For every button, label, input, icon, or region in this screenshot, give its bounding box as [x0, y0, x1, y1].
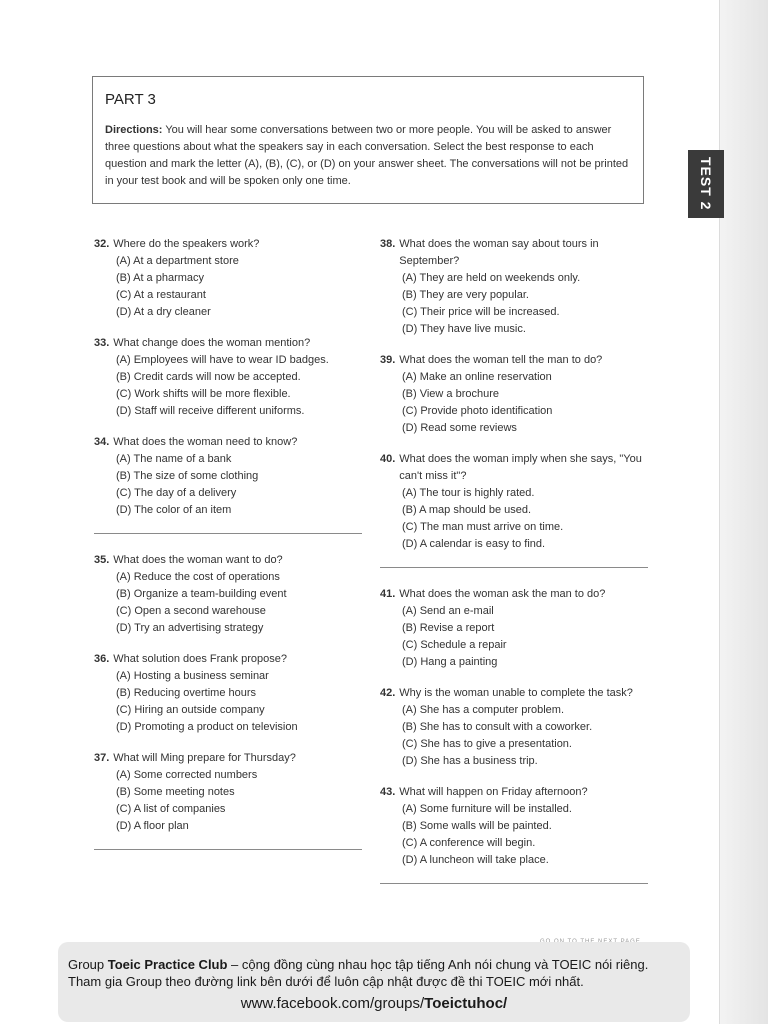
answer-option[interactable]: (D) A calendar is easy to find. [402, 538, 546, 550]
section-divider [380, 567, 648, 568]
question-number: 35. [94, 554, 110, 566]
question-text: What does the woman imply when she says, "You can't miss it"? [399, 453, 642, 482]
question-stem [94, 552, 369, 569]
answer-option[interactable]: (B) At a pharmacy [116, 272, 205, 284]
section-divider [380, 883, 648, 884]
question-32 [94, 236, 369, 321]
directions-box [92, 76, 644, 204]
answer-option[interactable]: (C) She has to give a presentation. [402, 738, 572, 750]
answer-option[interactable]: (A) The name of a bank [116, 453, 232, 465]
question-number: 38. [380, 238, 396, 250]
answer-option[interactable]: (B) They are very popular. [402, 289, 529, 301]
answer-option[interactable]: (D) She has a business trip. [402, 755, 538, 767]
question-number: 36. [94, 653, 110, 665]
answer-option[interactable]: (C) The day of a delivery [116, 487, 237, 499]
question-41 [380, 586, 655, 671]
question-stem [94, 750, 369, 767]
answer-option[interactable]: (D) A luncheon will take place. [402, 854, 549, 866]
question-number: 37. [94, 752, 110, 764]
question-40 [380, 451, 655, 553]
question-text: What does the woman need to know? [113, 436, 298, 448]
footer-url[interactable] [68, 995, 680, 1012]
answer-option[interactable]: (A) They are held on weekends only. [402, 272, 581, 284]
section-divider [94, 533, 362, 534]
answer-option[interactable]: (A) Hosting a business seminar [116, 670, 269, 682]
directions-body: You will hear some conversations between two or more people. You will be asked to answer three questions about what the speakers say in each conversation. Select the best response to each question and mark the letter (A), (B), (C), or (D) on your answer sheet. The conversations will not be printed in your test book and will be spoken only one time. [105, 124, 629, 187]
question-stem [380, 586, 655, 603]
answer-option[interactable]: (B) Revise a report [402, 622, 495, 634]
footer-banner [58, 942, 690, 1022]
question-number: 33. [94, 337, 110, 349]
question-stem [94, 434, 369, 451]
question-text: What does the woman want to do? [113, 554, 283, 566]
question-38 [380, 236, 655, 338]
answer-option[interactable]: (C) Provide photo identification [402, 405, 553, 417]
question-39 [380, 352, 655, 437]
section-divider [94, 849, 362, 850]
answer-option[interactable]: (A) Employees will have to wear ID badges. [116, 354, 329, 366]
question-number: 40. [380, 453, 396, 465]
answer-option[interactable]: (A) Send an e-mail [402, 605, 494, 617]
question-stem [94, 236, 369, 253]
question-number: 39. [380, 354, 396, 366]
question-number: 32. [94, 238, 110, 250]
answer-option[interactable]: (D) The color of an item [116, 504, 232, 516]
question-text: What does the woman ask the man to do? [399, 588, 606, 600]
question-text: What change does the woman mention? [113, 337, 311, 349]
answer-option[interactable]: (B) Some walls will be painted. [402, 820, 552, 832]
answer-option[interactable]: (C) A conference will begin. [402, 837, 536, 849]
question-33 [94, 335, 369, 420]
test-side-tab [688, 150, 724, 218]
question-stem [94, 335, 369, 352]
part-title: PART 3 [105, 91, 156, 108]
answer-option[interactable]: (A) Reduce the cost of operations [116, 571, 280, 583]
footer-text [68, 956, 680, 990]
question-number: 42. [380, 687, 396, 699]
answer-option[interactable]: (A) At a department store [116, 255, 239, 267]
answer-option[interactable]: (A) Make an online reservation [402, 371, 552, 383]
question-text: What does the woman tell the man to do? [399, 354, 603, 366]
question-number: 41. [380, 588, 396, 600]
footer-url-path: Toeictuhoc/ [424, 995, 508, 1012]
question-number: 43. [380, 786, 396, 798]
answer-option[interactable]: (C) Schedule a repair [402, 639, 507, 651]
question-42 [380, 685, 655, 770]
answer-option[interactable]: (D) Try an advertising strategy [116, 622, 264, 634]
question-text: Why is the woman unable to complete the task? [399, 687, 633, 699]
answer-option[interactable]: (A) The tour is highly rated. [402, 487, 535, 499]
question-36 [94, 651, 369, 736]
question-stem [380, 784, 655, 801]
footer-prefix: Group [68, 957, 108, 972]
question-text: What solution does Frank propose? [113, 653, 287, 665]
answer-option[interactable]: (D) At a dry cleaner [116, 306, 211, 318]
answer-option[interactable]: (B) A map should be used. [402, 504, 532, 516]
question-stem [94, 651, 369, 668]
answer-option[interactable]: (D) They have live music. [402, 323, 526, 335]
question-text: What does the woman say about tours in September? [399, 238, 599, 267]
answer-option[interactable]: (B) Organize a team-building event [116, 588, 287, 600]
question-text: What will Ming prepare for Thursday? [113, 752, 296, 764]
footer-body: – cộng đồng cùng nhau học tập tiếng Anh nói chung và TOEIC nói riêng. Tham gia Group theo đường link bên dưới để luôn cập nhật được đề thi TOEIC mới nhất. [68, 957, 649, 989]
answer-option[interactable]: (C) Work shifts will be more flexible. [116, 388, 291, 400]
question-text: Where do the speakers work? [113, 238, 260, 250]
answer-option[interactable]: (D) Promoting a product on television [116, 721, 298, 733]
question-37 [94, 750, 369, 835]
question-43 [380, 784, 655, 869]
question-stem [380, 352, 655, 369]
footer-url-prefix: www.facebook.com/groups/ [240, 995, 425, 1012]
question-stem [380, 236, 655, 270]
answer-option[interactable]: (B) Some meeting notes [116, 786, 235, 798]
test-side-tab-label: TEST 2 [698, 157, 714, 211]
answer-option[interactable]: (D) A floor plan [116, 820, 189, 832]
answer-option[interactable]: (A) Some corrected numbers [116, 769, 258, 781]
answer-option[interactable]: (A) She has a computer problem. [402, 704, 565, 716]
right-question-column [380, 236, 655, 902]
answer-option[interactable]: (C) Hiring an outside company [116, 704, 265, 716]
answer-option[interactable]: (D) Staff will receive different uniforms. [116, 405, 305, 417]
directions-label: Directions: [105, 124, 163, 136]
answer-option[interactable]: (B) Credit cards will now be accepted. [116, 371, 301, 383]
question-number: 34. [94, 436, 110, 448]
answer-option[interactable]: (B) Reducing overtime hours [116, 687, 257, 699]
directions-text [105, 122, 631, 190]
answer-option[interactable]: (C) At a restaurant [116, 289, 206, 301]
answer-option[interactable]: (D) Hang a painting [402, 656, 498, 668]
answer-option[interactable]: (C) A list of companies [116, 803, 226, 815]
answer-option[interactable]: (C) The man must arrive on time. [402, 521, 564, 533]
answer-option[interactable]: (C) Their price will be increased. [402, 306, 560, 318]
answer-option[interactable]: (B) View a brochure [402, 388, 500, 400]
footer-group-name: Toeic Practice Club [107, 957, 228, 972]
answer-option[interactable]: (A) Some furniture will be installed. [402, 803, 572, 815]
answer-option[interactable]: (B) The size of some clothing [116, 470, 259, 482]
question-stem [380, 451, 655, 485]
answer-option[interactable]: (D) Read some reviews [402, 422, 517, 434]
question-stem [380, 685, 655, 702]
answer-option[interactable]: (B) She has to consult with a coworker. [402, 721, 593, 733]
left-question-column [94, 236, 369, 868]
question-34 [94, 434, 369, 519]
answer-option[interactable]: (C) Open a second warehouse [116, 605, 266, 617]
page-edge [719, 0, 768, 1024]
question-text: What will happen on Friday afternoon? [399, 786, 588, 798]
question-35 [94, 552, 369, 637]
